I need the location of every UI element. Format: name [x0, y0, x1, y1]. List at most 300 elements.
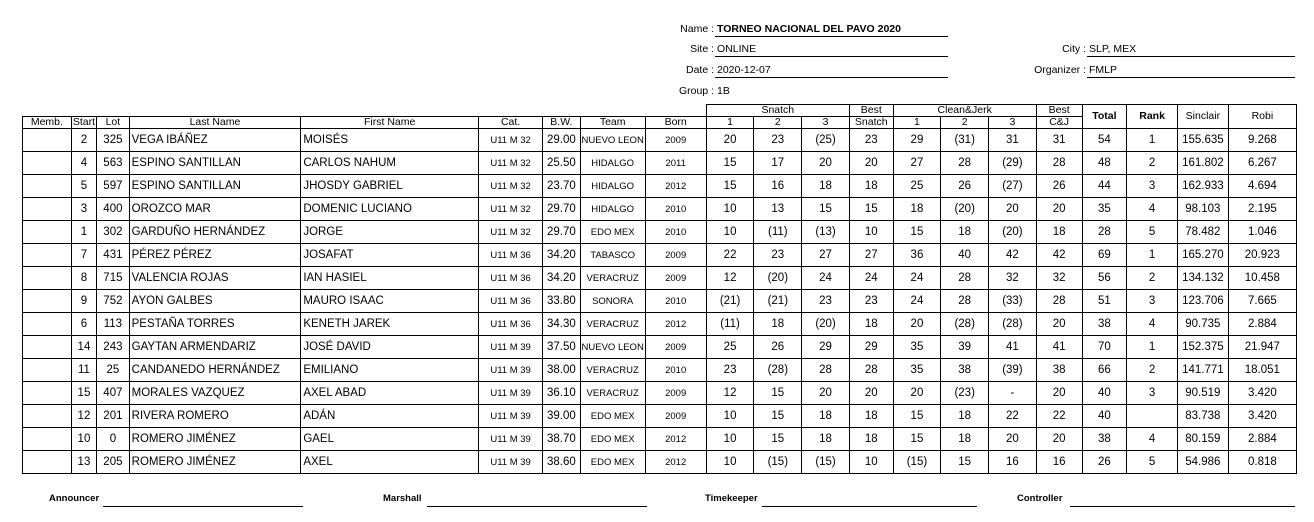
robi-cell: 1.046 [1228, 221, 1296, 244]
cj-1-cell: 18 [893, 198, 941, 221]
snatch-group-header: Snatch [706, 105, 849, 117]
cj-1-cell: 15 [893, 428, 941, 451]
born-cell: 2011 [645, 152, 706, 175]
organizer-underline [1087, 77, 1295, 78]
team-cell: EDO MEX [580, 451, 645, 474]
cj-1-cell: 24 [893, 290, 941, 313]
snatch-1-cell: 10 [706, 451, 754, 474]
last-name-cell: ROMERO JIMÉNEZ [129, 451, 301, 474]
first-name-cell: MOISÉS [301, 129, 479, 152]
team-cell: EDO MEX [580, 405, 645, 428]
last-name-cell: ROMERO JIMÉNEZ [129, 428, 301, 451]
robi-cell: 7.665 [1228, 290, 1296, 313]
first-name-cell: GAEL [301, 428, 479, 451]
city-label-text: City : [1062, 43, 1086, 55]
total-header: Total [1082, 105, 1127, 129]
memb-cell [23, 221, 72, 244]
cj-1-header: 1 [893, 117, 941, 129]
total-cell: 26 [1082, 451, 1127, 474]
bodyweight-cell: 38.60 [543, 451, 581, 474]
table-row [23, 382, 1297, 405]
table-row [23, 221, 1297, 244]
category-cell: U11 M 39 [479, 336, 543, 359]
lot-cell: 325 [97, 129, 130, 152]
best-snatch-cell: 18 [849, 428, 893, 451]
cj-2-cell: 18 [941, 405, 989, 428]
team-cell: HIDALGO [580, 175, 645, 198]
sinclair-cell: 134.132 [1177, 267, 1228, 290]
bodyweight-cell: 34.30 [543, 313, 581, 336]
total-cell: 51 [1082, 290, 1127, 313]
best-snatch-header-top: Best [849, 105, 893, 117]
cj-1-cell: 29 [893, 129, 941, 152]
snatch-2-cell: 17 [754, 152, 802, 175]
robi-cell: 9.268 [1228, 129, 1296, 152]
rank-cell: 3 [1127, 290, 1178, 313]
best-snatch-cell: 20 [849, 152, 893, 175]
born-cell: 2009 [645, 382, 706, 405]
snatch-1-cell: 10 [706, 428, 754, 451]
name-label-text: Name : [680, 23, 714, 35]
cj-2-cell: 18 [941, 428, 989, 451]
snatch-3-cell: (25) [802, 129, 850, 152]
robi-header: Robi [1228, 105, 1296, 129]
bodyweight-cell: 23.70 [543, 175, 581, 198]
cj-1-cell: 35 [893, 359, 941, 382]
marshall-label: Marshall [383, 493, 422, 504]
sinclair-cell: 155.635 [1177, 129, 1228, 152]
snatch-2-cell: (20) [754, 267, 802, 290]
total-cell: 40 [1082, 382, 1127, 405]
category-cell: U11 M 36 [479, 267, 543, 290]
first-name-cell: KENETH JAREK [301, 313, 479, 336]
timekeeper-line [762, 506, 977, 507]
cj-1-cell: 35 [893, 336, 941, 359]
table-row [23, 152, 1297, 175]
memb-cell [23, 336, 72, 359]
snatch-3-cell: 18 [802, 405, 850, 428]
snatch-3-header: 3 [802, 117, 850, 129]
city-label [980, 42, 1086, 56]
total-cell: 40 [1082, 405, 1127, 428]
last-name-cell: CANDANEDO HERNÁNDEZ [129, 359, 301, 382]
snatch-2-cell: (11) [754, 221, 802, 244]
total-cell: 35 [1082, 198, 1127, 221]
snatch-2-cell: 15 [754, 405, 802, 428]
memb-cell [23, 152, 72, 175]
bodyweight-cell: 29.70 [543, 221, 581, 244]
table-row [23, 451, 1297, 474]
robi-cell: 18.051 [1228, 359, 1296, 382]
start-cell: 6 [71, 313, 96, 336]
sinclair-cell: 90.519 [1177, 382, 1228, 405]
cj-1-cell: 27 [893, 152, 941, 175]
best-cj-cell: 26 [1036, 175, 1082, 198]
category-cell: U11 M 39 [479, 451, 543, 474]
rank-cell: 3 [1127, 382, 1178, 405]
table-row [23, 359, 1297, 382]
rank-cell: 5 [1127, 221, 1178, 244]
rank-cell: 1 [1127, 244, 1178, 267]
born-cell: 2010 [645, 198, 706, 221]
category-cell: U11 M 36 [479, 244, 543, 267]
total-cell: 69 [1082, 244, 1127, 267]
cleanjerk-group-header: Clean&Jerk [893, 105, 1036, 117]
table-row [23, 428, 1297, 451]
last-name-cell: PÉREZ PÉREZ [129, 244, 301, 267]
snatch-2-cell: 23 [754, 244, 802, 267]
team-cell: VERACRUZ [580, 359, 645, 382]
cj-3-cell: 20 [989, 198, 1037, 221]
last-name-header: Last Name [129, 117, 301, 129]
start-cell: 2 [71, 129, 96, 152]
cj-3-cell: (20) [989, 221, 1037, 244]
category-cell: U11 M 36 [479, 313, 543, 336]
snatch-3-cell: (13) [802, 221, 850, 244]
rank-cell: 2 [1127, 267, 1178, 290]
bodyweight-cell: 25.50 [543, 152, 581, 175]
best-cj-header: C&J [1036, 117, 1082, 129]
cj-3-cell: (33) [989, 290, 1037, 313]
table-row [23, 129, 1297, 152]
memb-cell [23, 290, 72, 313]
last-name-cell: GARDUÑO HERNÁNDEZ [129, 221, 301, 244]
best-snatch-cell: 29 [849, 336, 893, 359]
last-name-cell: GAYTAN ARMENDARIZ [129, 336, 301, 359]
sinclair-cell: 83.738 [1177, 405, 1228, 428]
table-row [23, 336, 1297, 359]
cj-2-cell: 38 [941, 359, 989, 382]
team-cell: EDO MEX [580, 428, 645, 451]
start-cell: 12 [71, 405, 96, 428]
lot-cell: 563 [97, 152, 130, 175]
start-cell: 14 [71, 336, 96, 359]
sinclair-cell: 54.986 [1177, 451, 1228, 474]
snatch-1-cell: 10 [706, 198, 754, 221]
cj-2-cell: 15 [941, 451, 989, 474]
controller-line [1070, 506, 1295, 507]
first-name-cell: IAN HASIEL [301, 267, 479, 290]
bodyweight-cell: 39.00 [543, 405, 581, 428]
born-cell: 2009 [645, 405, 706, 428]
last-name-cell: VEGA IBÁÑEZ [129, 129, 301, 152]
first-name-cell: MAURO ISAAC [301, 290, 479, 313]
site-label [600, 42, 714, 56]
cj-3-cell: (28) [989, 313, 1037, 336]
city-underline [1087, 56, 1295, 57]
born-cell: 2012 [645, 175, 706, 198]
lot-cell: 0 [97, 428, 130, 451]
site-value: ONLINE [717, 43, 757, 55]
best-cj-cell: 22 [1036, 405, 1082, 428]
lot-cell: 597 [97, 175, 130, 198]
category-cell: U11 M 32 [479, 152, 543, 175]
first-name-cell: JOSAFAT [301, 244, 479, 267]
robi-cell: 3.420 [1228, 382, 1296, 405]
first-name-header: First Name [301, 117, 479, 129]
sinclair-cell: 165.270 [1177, 244, 1228, 267]
snatch-1-cell: 12 [706, 267, 754, 290]
category-cell: U11 M 32 [479, 221, 543, 244]
best-cj-cell: 38 [1036, 359, 1082, 382]
category-cell: U11 M 39 [479, 428, 543, 451]
total-cell: 48 [1082, 152, 1127, 175]
organizer-value: FMLP [1089, 64, 1118, 76]
snatch-3-cell: 20 [802, 382, 850, 405]
born-cell: 2009 [645, 129, 706, 152]
born-cell: 2010 [645, 221, 706, 244]
start-cell: 1 [71, 221, 96, 244]
snatch-3-cell: 28 [802, 359, 850, 382]
cj-1-cell: 15 [893, 221, 941, 244]
date-label-text: Date : [685, 64, 714, 76]
first-name-cell: CARLOS NAHUM [301, 152, 479, 175]
first-name-cell: ADÁN [301, 405, 479, 428]
cj-2-cell: (31) [941, 129, 989, 152]
snatch-3-cell: 15 [802, 198, 850, 221]
snatch-3-cell: (20) [802, 313, 850, 336]
sinclair-cell: 152.375 [1177, 336, 1228, 359]
category-cell: U11 M 32 [479, 198, 543, 221]
first-name-cell: JOSÉ DAVID [301, 336, 479, 359]
robi-cell: 20.923 [1228, 244, 1296, 267]
last-name-cell: OROZCO MAR [129, 198, 301, 221]
table-row [23, 198, 1297, 221]
category-header: Cat. [479, 117, 543, 129]
snatch-1-cell: (21) [706, 290, 754, 313]
announcer-label: Announcer [49, 493, 100, 504]
organizer-label [980, 63, 1086, 77]
team-cell: EDO MEX [580, 221, 645, 244]
lot-cell: 205 [97, 451, 130, 474]
lot-cell: 113 [97, 313, 130, 336]
memb-cell [23, 198, 72, 221]
best-cj-cell: 16 [1036, 451, 1082, 474]
team-header: Team [580, 117, 645, 129]
best-cj-cell: 32 [1036, 267, 1082, 290]
cj-2-cell: 40 [941, 244, 989, 267]
total-cell: 70 [1082, 336, 1127, 359]
first-name-cell: DOMENIC LUCIANO [301, 198, 479, 221]
rank-cell: 3 [1127, 175, 1178, 198]
cj-2-cell: 18 [941, 221, 989, 244]
start-cell: 7 [71, 244, 96, 267]
category-cell: U11 M 39 [479, 382, 543, 405]
controller-label: Controller [1017, 493, 1063, 504]
sinclair-cell: 98.103 [1177, 198, 1228, 221]
site-label-text: Site : [690, 43, 714, 55]
memb-cell [23, 129, 72, 152]
team-cell: HIDALGO [580, 198, 645, 221]
born-cell: 2009 [645, 336, 706, 359]
category-cell: U11 M 32 [479, 175, 543, 198]
lot-cell: 752 [97, 290, 130, 313]
cj-2-cell: 28 [941, 152, 989, 175]
sinclair-header: Sinclair [1177, 105, 1228, 129]
group-value: 1B [717, 85, 730, 97]
cj-1-cell: 20 [893, 313, 941, 336]
last-name-cell: AYON GALBES [129, 290, 301, 313]
robi-cell: 2.884 [1228, 313, 1296, 336]
lot-cell: 431 [97, 244, 130, 267]
start-cell: 13 [71, 451, 96, 474]
start-cell: 3 [71, 198, 96, 221]
rank-cell: 4 [1127, 198, 1178, 221]
sinclair-cell: 78.482 [1177, 221, 1228, 244]
rank-cell [1127, 405, 1178, 428]
lot-cell: 400 [97, 198, 130, 221]
cj-2-cell: (28) [941, 313, 989, 336]
date-label [600, 63, 714, 77]
memb-cell [23, 267, 72, 290]
best-cj-cell: 28 [1036, 290, 1082, 313]
snatch-3-cell: (15) [802, 451, 850, 474]
born-cell: 2012 [645, 451, 706, 474]
best-snatch-cell: 10 [849, 221, 893, 244]
last-name-cell: ESPINO SANTILLAN [129, 152, 301, 175]
robi-cell: 0.818 [1228, 451, 1296, 474]
best-cj-cell: 42 [1036, 244, 1082, 267]
sinclair-cell: 161.802 [1177, 152, 1228, 175]
category-cell: U11 M 36 [479, 290, 543, 313]
bodyweight-cell: 38.00 [543, 359, 581, 382]
first-name-cell: JHOSDY GABRIEL [301, 175, 479, 198]
timekeeper-label: Timekeeper [705, 493, 758, 504]
lot-cell: 407 [97, 382, 130, 405]
memb-header: Memb. [23, 117, 72, 129]
last-name-cell: VALENCIA ROJAS [129, 267, 301, 290]
bodyweight-cell: 34.20 [543, 267, 581, 290]
organizer-label-text: Organizer : [1034, 64, 1086, 76]
born-cell: 2010 [645, 359, 706, 382]
table-row [23, 244, 1297, 267]
city-value: SLP, MEX [1089, 43, 1137, 55]
best-cj-cell: 18 [1036, 221, 1082, 244]
snatch-3-cell: 23 [802, 290, 850, 313]
cj-3-cell: 41 [989, 336, 1037, 359]
snatch-1-cell: 10 [706, 405, 754, 428]
snatch-2-cell: (21) [754, 290, 802, 313]
total-cell: 28 [1082, 221, 1127, 244]
best-snatch-cell: 23 [849, 129, 893, 152]
cj-1-cell: 36 [893, 244, 941, 267]
rank-cell: 4 [1127, 428, 1178, 451]
name-label [600, 22, 714, 36]
first-name-cell: JORGE [301, 221, 479, 244]
site-underline [715, 56, 948, 57]
cj-2-header: 2 [941, 117, 989, 129]
team-cell: VERACRUZ [580, 382, 645, 405]
robi-cell: 2.195 [1228, 198, 1296, 221]
team-cell: HIDALGO [580, 152, 645, 175]
first-name-cell: AXEL ABAD [301, 382, 479, 405]
lot-cell: 302 [97, 221, 130, 244]
robi-cell: 4.694 [1228, 175, 1296, 198]
first-name-cell: EMILIANO [301, 359, 479, 382]
snatch-3-cell: 20 [802, 152, 850, 175]
robi-cell: 6.267 [1228, 152, 1296, 175]
snatch-1-cell: 15 [706, 152, 754, 175]
snatch-2-cell: 15 [754, 428, 802, 451]
team-cell: SONORA [580, 290, 645, 313]
total-cell: 56 [1082, 267, 1127, 290]
best-cj-header-top: Best [1036, 105, 1082, 117]
competition-name: TORNEO NACIONAL DEL PAVO 2020 [717, 23, 901, 35]
bodyweight-cell: 37.50 [543, 336, 581, 359]
team-cell: VERACRUZ [580, 313, 645, 336]
cj-2-cell: 39 [941, 336, 989, 359]
rank-cell: 5 [1127, 451, 1178, 474]
group-label [600, 84, 714, 98]
sinclair-cell: 162.933 [1177, 175, 1228, 198]
cj-3-cell: 31 [989, 129, 1037, 152]
cj-1-cell: (15) [893, 451, 941, 474]
bodyweight-cell: 36.10 [543, 382, 581, 405]
cj-1-cell: 25 [893, 175, 941, 198]
cj-2-cell: 28 [941, 267, 989, 290]
best-snatch-cell: 18 [849, 405, 893, 428]
snatch-1-cell: 23 [706, 359, 754, 382]
born-cell: 2009 [645, 267, 706, 290]
results-table [22, 104, 1297, 474]
bodyweight-header: B.W. [543, 117, 581, 129]
bodyweight-cell: 38.70 [543, 428, 581, 451]
group-label-text: Group : [678, 85, 714, 97]
total-cell: 38 [1082, 428, 1127, 451]
cj-1-cell: 24 [893, 267, 941, 290]
rank-cell: 2 [1127, 152, 1178, 175]
snatch-3-cell: 18 [802, 175, 850, 198]
snatch-2-cell: 13 [754, 198, 802, 221]
start-cell: 11 [71, 359, 96, 382]
results-body [23, 129, 1297, 474]
best-cj-cell: 20 [1036, 198, 1082, 221]
snatch-1-cell: 15 [706, 175, 754, 198]
best-snatch-cell: 23 [849, 290, 893, 313]
last-name-cell: RIVERA ROMERO [129, 405, 301, 428]
memb-cell [23, 313, 72, 336]
table-row [23, 290, 1297, 313]
snatch-2-cell: (28) [754, 359, 802, 382]
category-cell: U11 M 39 [479, 359, 543, 382]
cj-3-cell: (27) [989, 175, 1037, 198]
memb-cell [23, 175, 72, 198]
date-value: 2020-12-07 [717, 64, 771, 76]
best-cj-cell: 31 [1036, 129, 1082, 152]
sinclair-cell: 141.771 [1177, 359, 1228, 382]
team-cell: VERACRUZ [580, 267, 645, 290]
best-snatch-cell: 27 [849, 244, 893, 267]
rank-cell: 2 [1127, 359, 1178, 382]
lot-cell: 201 [97, 405, 130, 428]
best-cj-cell: 20 [1036, 313, 1082, 336]
category-cell: U11 M 39 [479, 405, 543, 428]
start-cell: 15 [71, 382, 96, 405]
cj-3-cell: (39) [989, 359, 1037, 382]
snatch-2-cell: 16 [754, 175, 802, 198]
snatch-2-cell: 26 [754, 336, 802, 359]
last-name-cell: ESPINO SANTILLAN [129, 175, 301, 198]
best-snatch-cell: 20 [849, 382, 893, 405]
snatch-2-header: 2 [754, 117, 802, 129]
bodyweight-cell: 34.20 [543, 244, 581, 267]
last-name-cell: PESTAÑA TORRES [129, 313, 301, 336]
memb-cell [23, 405, 72, 428]
snatch-1-cell: 20 [706, 129, 754, 152]
header-gap [23, 105, 707, 117]
rank-cell: 4 [1127, 313, 1178, 336]
memb-cell [23, 244, 72, 267]
